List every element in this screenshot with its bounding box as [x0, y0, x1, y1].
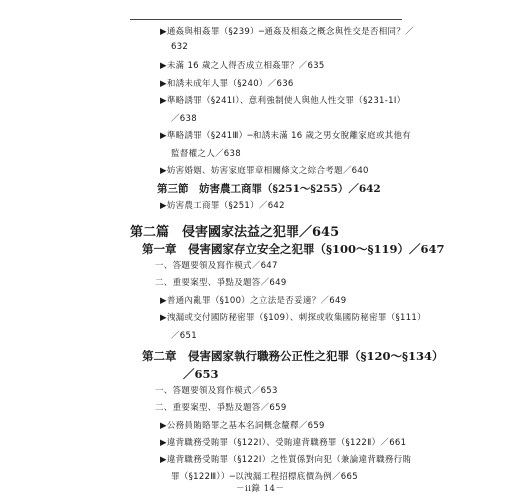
chapter-heading: 第一章 侵害國家存立安全之犯罪（§100～§119）／647	[142, 242, 445, 257]
toc-entry: ▶違背職務受賄罪（§122Ⅰ）之性質係對向犯（兼論違背職務行賄	[160, 455, 412, 466]
top-rule	[130, 19, 402, 20]
part-heading: 第二篇 侵害國家法益之犯罪／645	[130, 224, 340, 240]
chapter-heading: 第二章 侵害國家執行職務公正性之犯罪（§120～§134）	[142, 349, 444, 364]
toc-entry: ▶洩漏或交付國防秘密罪（§109）、刺探或收集國防秘密罪（§111）	[160, 313, 426, 324]
page-number: －ii錄 14－	[236, 484, 285, 494]
toc-item: 二、重要案型、爭點及題答／649	[155, 278, 287, 289]
toc-entry-cont: 罪（§122Ⅲ））─以洩漏工程招標底價為例／665	[171, 472, 358, 483]
toc-entry-page: ／638	[171, 113, 197, 124]
toc-entry: ▶通姦與相姦罪（§239）─通姦及相姦之概念與性交是否相同？／	[160, 27, 414, 37]
toc-entry-page: ／651	[171, 331, 197, 342]
toc-item: 二、重要案型、爭點及題答／659	[155, 403, 287, 414]
toc-entry-cont: 監督權之人／638	[171, 148, 241, 159]
chapter-heading-page: ／653	[183, 367, 219, 382]
toc-entry-page: 632	[171, 42, 189, 52]
toc-item: 一、答題要領及寫作模式／647	[155, 261, 278, 272]
toc-entry: ▶妨害農工商罪（§251）／642	[160, 200, 285, 211]
section-heading: 第三節 妨害農工商罪（§251～§255）／642	[157, 182, 381, 195]
toc-entry: ▶公務員賄賂罪之基本名詞概念釐釋／659	[160, 421, 325, 432]
toc-entry: ▶違背職務受賄罪（§122Ⅰ）、受賄違背職務罪（§122Ⅱ）／661	[160, 438, 407, 449]
toc-entry: ▶準略誘罪（§241Ⅲ）─和誘未滿 16 歲之男女脫離家庭或其他有	[160, 130, 412, 141]
toc-entry: ▶和誘未成年人罪（§240）／636	[160, 78, 294, 89]
toc-entry: ▶未滿 16 歲之人得否成立相姦罪？／635	[160, 61, 325, 72]
toc-item: 一、答題要領及寫作模式／653	[155, 386, 278, 397]
toc-entry: ▶準略誘罪（§241Ⅰ）、意利強制使人與他人性交罪（§231-1Ⅰ）	[160, 95, 406, 106]
toc-entry: ▶妨害婚姻、妨害家庭罪章相關條文之綜合考題／640	[160, 165, 369, 176]
toc-entry: ▶普通內亂罪（§100）之立法是否妥適？／649	[160, 296, 347, 307]
